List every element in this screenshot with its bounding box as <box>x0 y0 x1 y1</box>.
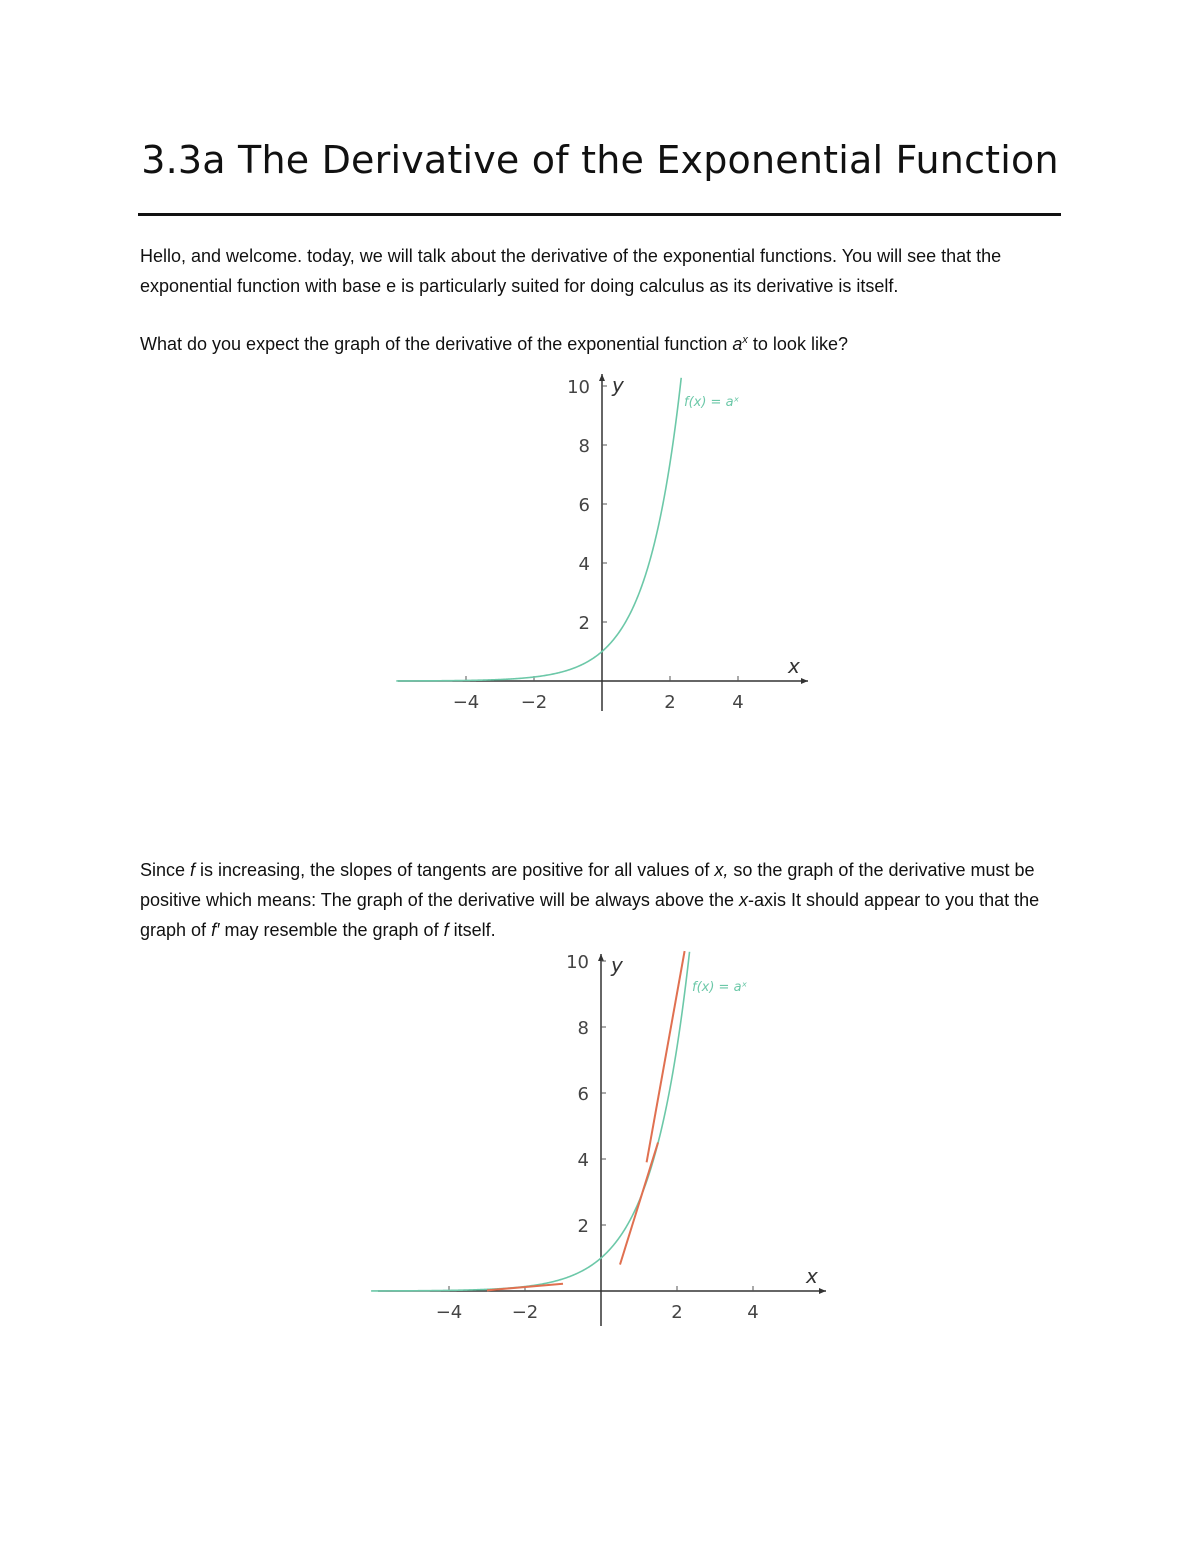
tangent-line <box>620 1143 658 1265</box>
since-f-1: f <box>190 860 196 880</box>
since-f-2: f <box>443 920 449 940</box>
x-tick-label: −4 <box>435 1302 463 1323</box>
question-math-base: a <box>732 334 743 354</box>
question-math-exponent: x <box>742 334 748 346</box>
x-axis-label: x <box>788 654 800 678</box>
x-tick-label: 4 <box>732 692 744 713</box>
question-text-before: What do you expect the graph of the derivative of the exponential function <box>140 334 733 354</box>
intro-paragraph: Hello, and welcome. today, we will talk about the derivative of the exponential functions. You will see that the exponential function with base e is particularly suited for doing calculus as its derivative is itself. <box>140 246 1002 296</box>
y-tick-label: 10 <box>566 952 589 973</box>
since-x-1: x, <box>714 860 729 880</box>
function-label: f(x) = aˣ <box>692 980 748 995</box>
exponential-curve <box>396 378 681 681</box>
y-tick-label: 6 <box>577 1084 589 1105</box>
exponential-graph-with-tangents <box>0 930 1200 1330</box>
question-text-after: to look like? <box>747 334 848 354</box>
x-axis-arrow-icon <box>819 1288 826 1294</box>
since-text-2: is increasing, the slopes of tangents are positive for all values of <box>195 860 715 880</box>
since-text-1: Since <box>140 860 191 880</box>
since-text-6: itself. <box>448 920 496 940</box>
x-tick-label: −4 <box>452 692 480 713</box>
since-x-2: x <box>739 890 748 910</box>
title-divider <box>138 213 1061 216</box>
function-label: f(x) = aˣ <box>684 395 740 410</box>
x-tick-label: 4 <box>747 1302 759 1323</box>
x-axis-arrow-icon <box>801 678 808 684</box>
since-text-4: -axis It should appear to you that the graph of <box>140 890 1040 940</box>
since-text-3: so the graph of the derivative must be positive which means: The graph of the derivative will be always above the <box>140 860 1035 910</box>
y-tick-label: 2 <box>578 613 590 634</box>
x-tick-label: −2 <box>511 1302 539 1323</box>
y-axis-label: y <box>612 373 624 397</box>
x-tick-label: −2 <box>520 692 548 713</box>
x-tick-label: 2 <box>664 692 676 713</box>
y-tick-label: 6 <box>578 495 590 516</box>
y-axis-arrow-icon <box>599 374 605 381</box>
y-tick-label: 4 <box>577 1150 589 1171</box>
page-title: 3.3a The Derivative of the Exponential Function <box>141 138 1059 182</box>
exponential-graph <box>0 350 1200 730</box>
y-tick-label: 8 <box>577 1018 589 1039</box>
since-text-5: may resemble the graph of <box>219 920 444 940</box>
since-f-prime: f′ <box>211 920 220 940</box>
y-axis-label: y <box>611 953 623 977</box>
tangent-line <box>647 951 685 1162</box>
x-tick-label: 2 <box>671 1302 683 1323</box>
y-axis-arrow-icon <box>598 954 604 961</box>
exponential-curve <box>371 952 689 1291</box>
y-tick-label: 8 <box>578 436 590 457</box>
y-tick-label: 10 <box>567 377 590 398</box>
y-tick-label: 4 <box>578 554 590 575</box>
x-axis-label: x <box>806 1264 818 1288</box>
y-tick-label: 2 <box>577 1216 589 1237</box>
